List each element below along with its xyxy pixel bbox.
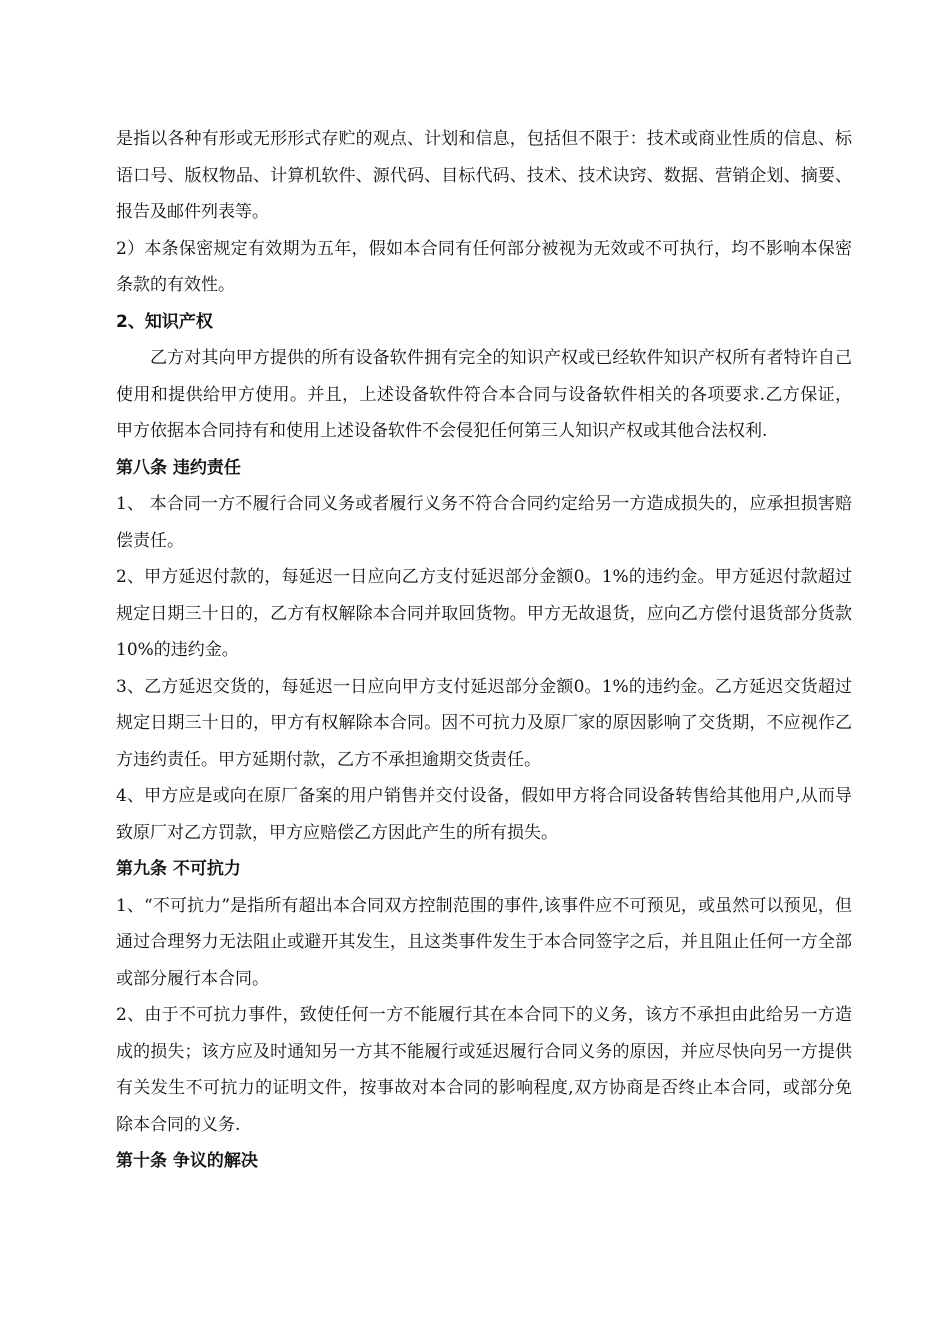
paragraph-confidential-info-definition: 是指以各种有形或无形形式存贮的观点、计划和信息，包括但不限于：技术或商业性质的信息、标语口号、版权物品、计算机软件、源代码、目标代码、技术、技术诀窍、数据、营销企划、摘要、报告及邮件列表等。: [116, 129, 852, 222]
paragraph-liability-1: 1、 本合同一方不履行合同义务或者履行义务不符合合同约定给另一方造成损失的，应承担损害赔偿责任。: [116, 494, 852, 551]
heading-article-10-dispute-resolution: 第十条 争议的解决: [116, 1151, 258, 1171]
paragraph-liability-2: 2、甲方延迟付款的，每延迟一日应向乙方支付延迟部分金额0。1%的违约金。甲方延迟付款超过规定日期三十日的，乙方有权解除本合同并取回货物。甲方无故退货，应向乙方偿付退货部分货款10%的违约金。: [116, 567, 852, 660]
paragraph-force-majeure-2: 2、由于不可抗力事件，致使任何一方不能履行其在本合同下的义务，该方不承担由此给另一方造成的损失；该方应及时通知另一方其不能履行或延迟履行合同义务的原因，并应尽快向另一方提供有关发生不可抗力的证明文件，按事故对本合同的影响程度,双方协商是否终止本合同，或部分免除本合同的义务.: [116, 1005, 852, 1135]
heading-article-9-force-majeure: 第九条 不可抗力: [116, 859, 241, 879]
paragraph-intellectual-property: 乙方对其向甲方提供的所有设备软件拥有完全的知识产权或已经软件知识产权所有者特许自己使用和提供给甲方使用。并且，上述设备软件符合本合同与设备软件相关的各项要求.乙方保证，甲方依据本合同持有和使用上述设备软件不会侵犯任何第三人知识产权或其他合法权利.: [116, 348, 852, 441]
paragraph-liability-4: 4、甲方应是或向在原厂备案的用户销售并交付设备，假如甲方将合同设备转售给其他用户,从而导致原厂对乙方罚款，甲方应赔偿乙方因此产生的所有损失。: [116, 786, 852, 843]
heading-article-8-liability: 第八条 违约责任: [116, 457, 241, 478]
document-body: [116, 121, 852, 1180]
paragraph-force-majeure-1: 1、“不可抗力”是指所有超出本合同双方控制范围的事件,该事件应不可预见，或虽然可以预见，但通过合理努力无法阻止或避开其发生，且这类事件发生于本合同签字之后，并且阻止任何一方全部或部分履行本合同。: [116, 895, 852, 989]
heading-intellectual-property: 2、知识产权: [116, 311, 213, 332]
paragraph-confidentiality-term: 2）本条保密规定有效期为五年，假如本合同有任何部分被视为无效或不可执行，均不影响本保密条款的有效性。: [116, 238, 852, 295]
paragraph-liability-3: 3、乙方延迟交货的，每延迟一日应向甲方支付延迟部分金额0。1%的违约金。乙方延迟交货超过规定日期三十日的，甲方有权解除本合同。因不可抗力及原厂家的原因影响了交货期，不应视作乙方违约责任。甲方延期付款，乙方不承担逾期交货责任。: [116, 676, 852, 770]
